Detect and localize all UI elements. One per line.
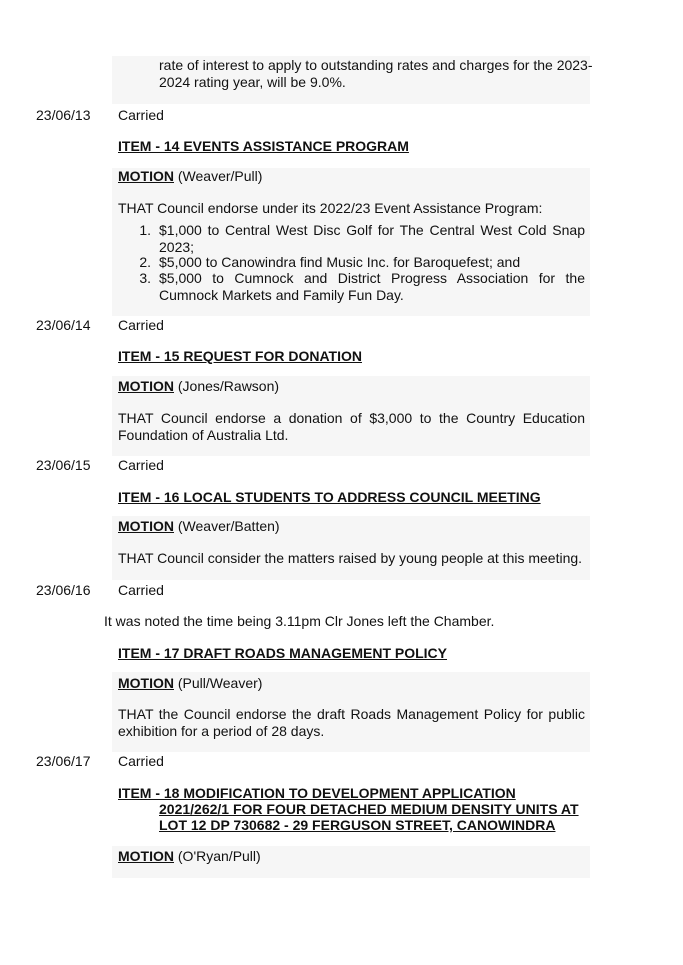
list-item: $5,000 to Canowindra find Music Inc. for Baroquefest; and [159, 254, 521, 270]
resolution-number: 23/06/16 [36, 582, 91, 598]
item16-motion-text: THAT Council consider the matters raised by young people at this meeting. [118, 550, 583, 566]
resolution-number: 23/06/15 [36, 457, 91, 473]
item14-heading: ITEM - 14 EVENTS ASSISTANCE PROGRAM [118, 138, 409, 154]
motion-label: MOTION [118, 518, 174, 534]
motion-movers: (Pull/Weaver) [177, 675, 263, 691]
list-item: $5,000 to Cumnock and District Progress Association for the Cumnock Markets and Family Fun Day. [159, 270, 585, 303]
item17-heading: ITEM - 17 DRAFT ROADS MANAGEMENT POLICY [118, 645, 448, 661]
intro-line-1: rate of interest to apply to outstanding rates and charges for the 2023- [159, 57, 593, 73]
item15-heading: ITEM - 15 REQUEST FOR DONATION [118, 348, 362, 364]
resolution-status: Carried [118, 457, 164, 473]
resolution-status: Carried [118, 582, 164, 598]
item16-heading: ITEM - 16 LOCAL STUDENTS TO ADDRESS COUNCIL MEETING [118, 489, 541, 505]
motion-label: MOTION [118, 848, 174, 864]
list-number: 3. [139, 270, 151, 286]
resolution-status: Carried [118, 107, 164, 123]
list-item: $1,000 to Central West Disc Golf for The Central West Cold Snap 2023; [159, 222, 585, 255]
item17-motion-text: THAT the Council endorse the draft Roads Management Policy for public exhibition for a period of 28 days. [118, 706, 585, 739]
resolution-number: 23/06/14 [36, 317, 91, 333]
intro-line-2: 2024 rating year, will be 9.0%. [159, 74, 346, 90]
motion-label: MOTION [118, 378, 174, 394]
minutes-note: It was noted the time being 3.11pm Clr Jones left the Chamber. [104, 613, 495, 629]
item18-motion [118, 848, 261, 865]
item14-motion-text: THAT Council endorse under its 2022/23 Event Assistance Program: [118, 200, 543, 216]
item15-motion [118, 378, 279, 395]
list-number: 2. [139, 254, 151, 270]
motion-movers: (O'Ryan/Pull) [177, 848, 261, 864]
item18-heading-line-3: LOT 12 DP 730682 - 29 FERGUSON STREET, CANOWINDRA [159, 817, 556, 833]
resolution-status: Carried [118, 317, 164, 333]
motion-label: MOTION [118, 168, 174, 184]
motion-label: MOTION [118, 675, 174, 691]
list-number: 1. [139, 222, 151, 238]
motion-movers: (Jones/Rawson) [177, 378, 280, 394]
item14-motion [118, 168, 262, 185]
item18-heading-line-1: ITEM - 18 MODIFICATION TO DEVELOPMENT APPLICATION [118, 785, 516, 801]
motion-movers: (Weaver/Batten) [177, 518, 280, 534]
motion-movers: (Weaver/Pull) [177, 168, 263, 184]
item15-motion-text: THAT Council endorse a donation of $3,000 to the Country Education Foundation of Australia Ltd. [118, 410, 585, 443]
resolution-number: 23/06/17 [36, 753, 91, 769]
item18-heading-line-2: 2021/262/1 FOR FOUR DETACHED MEDIUM DENSITY UNITS AT [159, 801, 579, 817]
item17-motion [118, 675, 262, 692]
resolution-number: 23/06/13 [36, 107, 91, 123]
resolution-status: Carried [118, 753, 164, 769]
item16-motion [118, 518, 280, 535]
